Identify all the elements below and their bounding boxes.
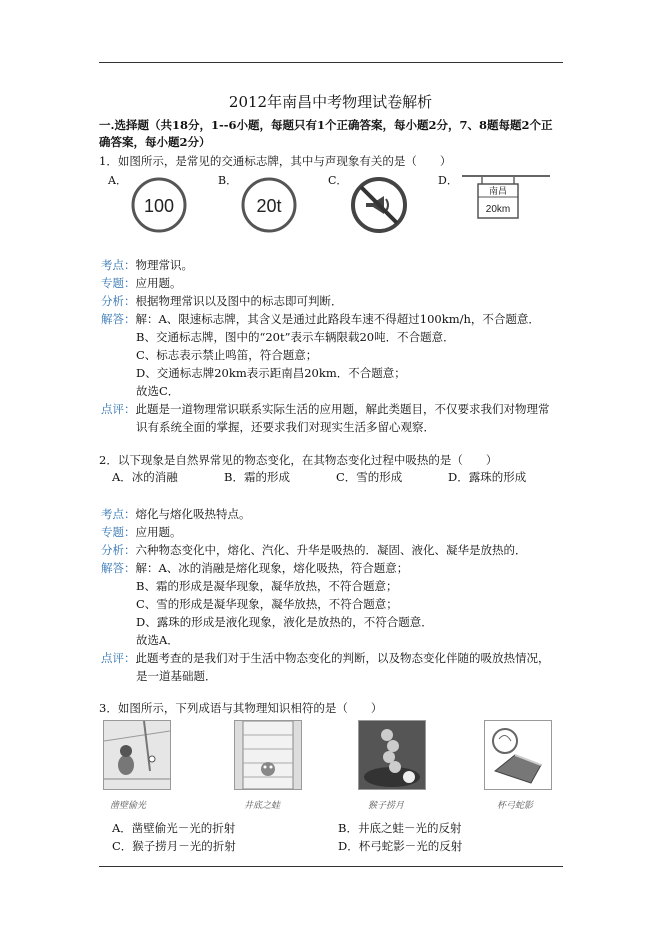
q2-dianping-line: 此题考查的是我们对于生活中物态变化的判断，以及物态变化伴随的吸放热情况， [135, 651, 550, 665]
q1-zhuanti-label: 专题： [101, 276, 136, 290]
q1-jieda-line: 故选C． [136, 384, 180, 398]
top-rule [99, 62, 563, 63]
q2-jieda-line: B、霜的形成是凝华现象，凝华放热，不符合题意； [136, 579, 398, 593]
q1-jieda-line: D、交通标志牌20km表示距南昌20km．不合题意； [136, 366, 406, 380]
q1-dianping [101, 401, 550, 417]
q2-option-a: A．冰的消融 [112, 470, 178, 484]
q2-fenxi [101, 542, 527, 558]
no-honking-sign [351, 177, 407, 233]
q1-fenxi [101, 293, 343, 309]
q3-picture-b [234, 720, 302, 790]
q2-option-b: B．霜的形成 [224, 470, 290, 484]
q2-jieda-line: D、露珠的形成是液化现象，液化是放热的，不符合题意． [136, 615, 433, 629]
q2-kaodian [101, 506, 251, 522]
q3-picture-d [484, 720, 552, 790]
q1-dianping-line: 识有系统全面的掌握，还要求我们对现实生活多留心观察． [136, 420, 435, 434]
q2-option-d: D．露珠的形成 [448, 470, 527, 484]
distance-sign [462, 172, 550, 222]
q2-jieda-line: 解：A、冰的消融是熔化现象，熔化吸热，符合题意； [135, 561, 409, 575]
q1-dianping-label: 点评： [101, 402, 136, 416]
q1-jieda-line: B、交通标志牌，图中的“20t”表示车辆限载20吨．不合题意． [136, 330, 455, 344]
q3-picture-a [103, 720, 171, 790]
q1-zhuanti [101, 275, 182, 291]
q1-kaodian-text: 物理常识。 [135, 258, 193, 272]
q2-zhuanti [101, 524, 182, 540]
q2-kaodian-text: 熔化与熔化吸热特点。 [135, 507, 251, 521]
section-heading [99, 117, 567, 151]
q1-dianping-line: 此题是一道物理常识联系实际生活的应用题，解此类题目，不仅要求我们对物理常 [135, 402, 550, 416]
q1-kaodian-label: 考点： [101, 258, 136, 272]
q2-fenxi-text: 六种物态变化中，熔化、汽化、升华是吸热的．凝固、液化、凝华是放热的． [135, 543, 527, 557]
q2-fenxi-label: 分析： [101, 543, 136, 557]
q1-jieda-line: 解：A、限速标志牌，其含义是通过此路段车速不得超过100km/h，不合题意． [135, 312, 540, 326]
q1-option-d-letter: D． [438, 174, 458, 187]
weight-limit-text: 20t [256, 196, 282, 216]
q2-zhuanti-label: 专题： [101, 525, 136, 539]
q3-stem: 3．如图所示，下列成语与其物理知识相符的是（ ） [99, 701, 383, 715]
q2-stem: 2．以下现象是自然界常见的物态变化，在其物态变化过程中吸热的是（ ） [99, 453, 498, 467]
q2-jieda-label: 解答： [101, 561, 136, 575]
q2-jieda-line: C、雪的形成是凝华现象，凝华放热，不符合题意； [136, 597, 398, 611]
weight-limit-sign [241, 177, 297, 233]
speed-limit-sign [131, 177, 187, 233]
speed-limit-text: 100 [143, 196, 175, 216]
q1-jieda-line: C、标志表示禁止鸣笛，符合题意； [136, 348, 318, 362]
q3-caption-a: 凿壁偷光 [110, 801, 147, 811]
q2-jieda [101, 560, 408, 576]
q1-fenxi-label: 分析： [101, 294, 136, 308]
q1-option-b-letter: B． [218, 174, 238, 187]
q2-dianping [101, 650, 550, 666]
q1-option-c-letter: C． [328, 174, 348, 187]
page-title: 2012年南昌中考物理试卷解析 [228, 93, 433, 111]
q3-option-c: C．猴子捞月－光的折射 [112, 839, 236, 853]
q2-dianping-label: 点评： [101, 651, 136, 665]
q3-caption-d: 杯弓蛇影 [497, 801, 534, 811]
q3-caption-c: 猴子捞月 [368, 801, 405, 811]
q1-kaodian [101, 257, 193, 273]
q1-zhuanti-text: 应用题。 [135, 276, 182, 290]
q2-zhuanti-text: 应用题。 [135, 525, 182, 539]
section-heading-line2: 确答案，每小题2分） [99, 135, 211, 149]
q3-option-a: A．凿壁偷光－光的折射 [112, 821, 236, 835]
q1-option-a-letter: A． [108, 174, 127, 187]
q3-option-b: B．井底之蛙－光的反射 [338, 821, 462, 835]
q1-stem: 1．如图所示，是常见的交通标志牌，其中与声现象有关的是（ ） [99, 154, 452, 168]
q1-jieda-label: 解答： [101, 312, 136, 326]
section-heading-line1: 一.选择题（共18分，1--6小题，每题只有1个正确答案，每小题2分，7、8题每题2个正 [99, 118, 553, 132]
q1-jieda [101, 311, 540, 327]
q2-jieda-line: 故选A． [136, 633, 179, 647]
q2-option-c: C．雪的形成 [336, 470, 403, 484]
q3-picture-c [358, 720, 426, 790]
q2-kaodian-label: 考点： [101, 507, 136, 521]
q3-caption-b: 井底之蛙 [244, 801, 281, 811]
distance-sign-place: 南昌 [488, 187, 508, 197]
q1-fenxi-text: 根据物理常识以及图中的标志即可判断． [135, 294, 343, 308]
q3-option-d: D．杯弓蛇影－光的反射 [338, 839, 463, 853]
q2-dianping-line: 是一道基础题． [136, 669, 217, 683]
distance-sign-km: 20km [485, 204, 511, 215]
bottom-rule [99, 866, 563, 867]
